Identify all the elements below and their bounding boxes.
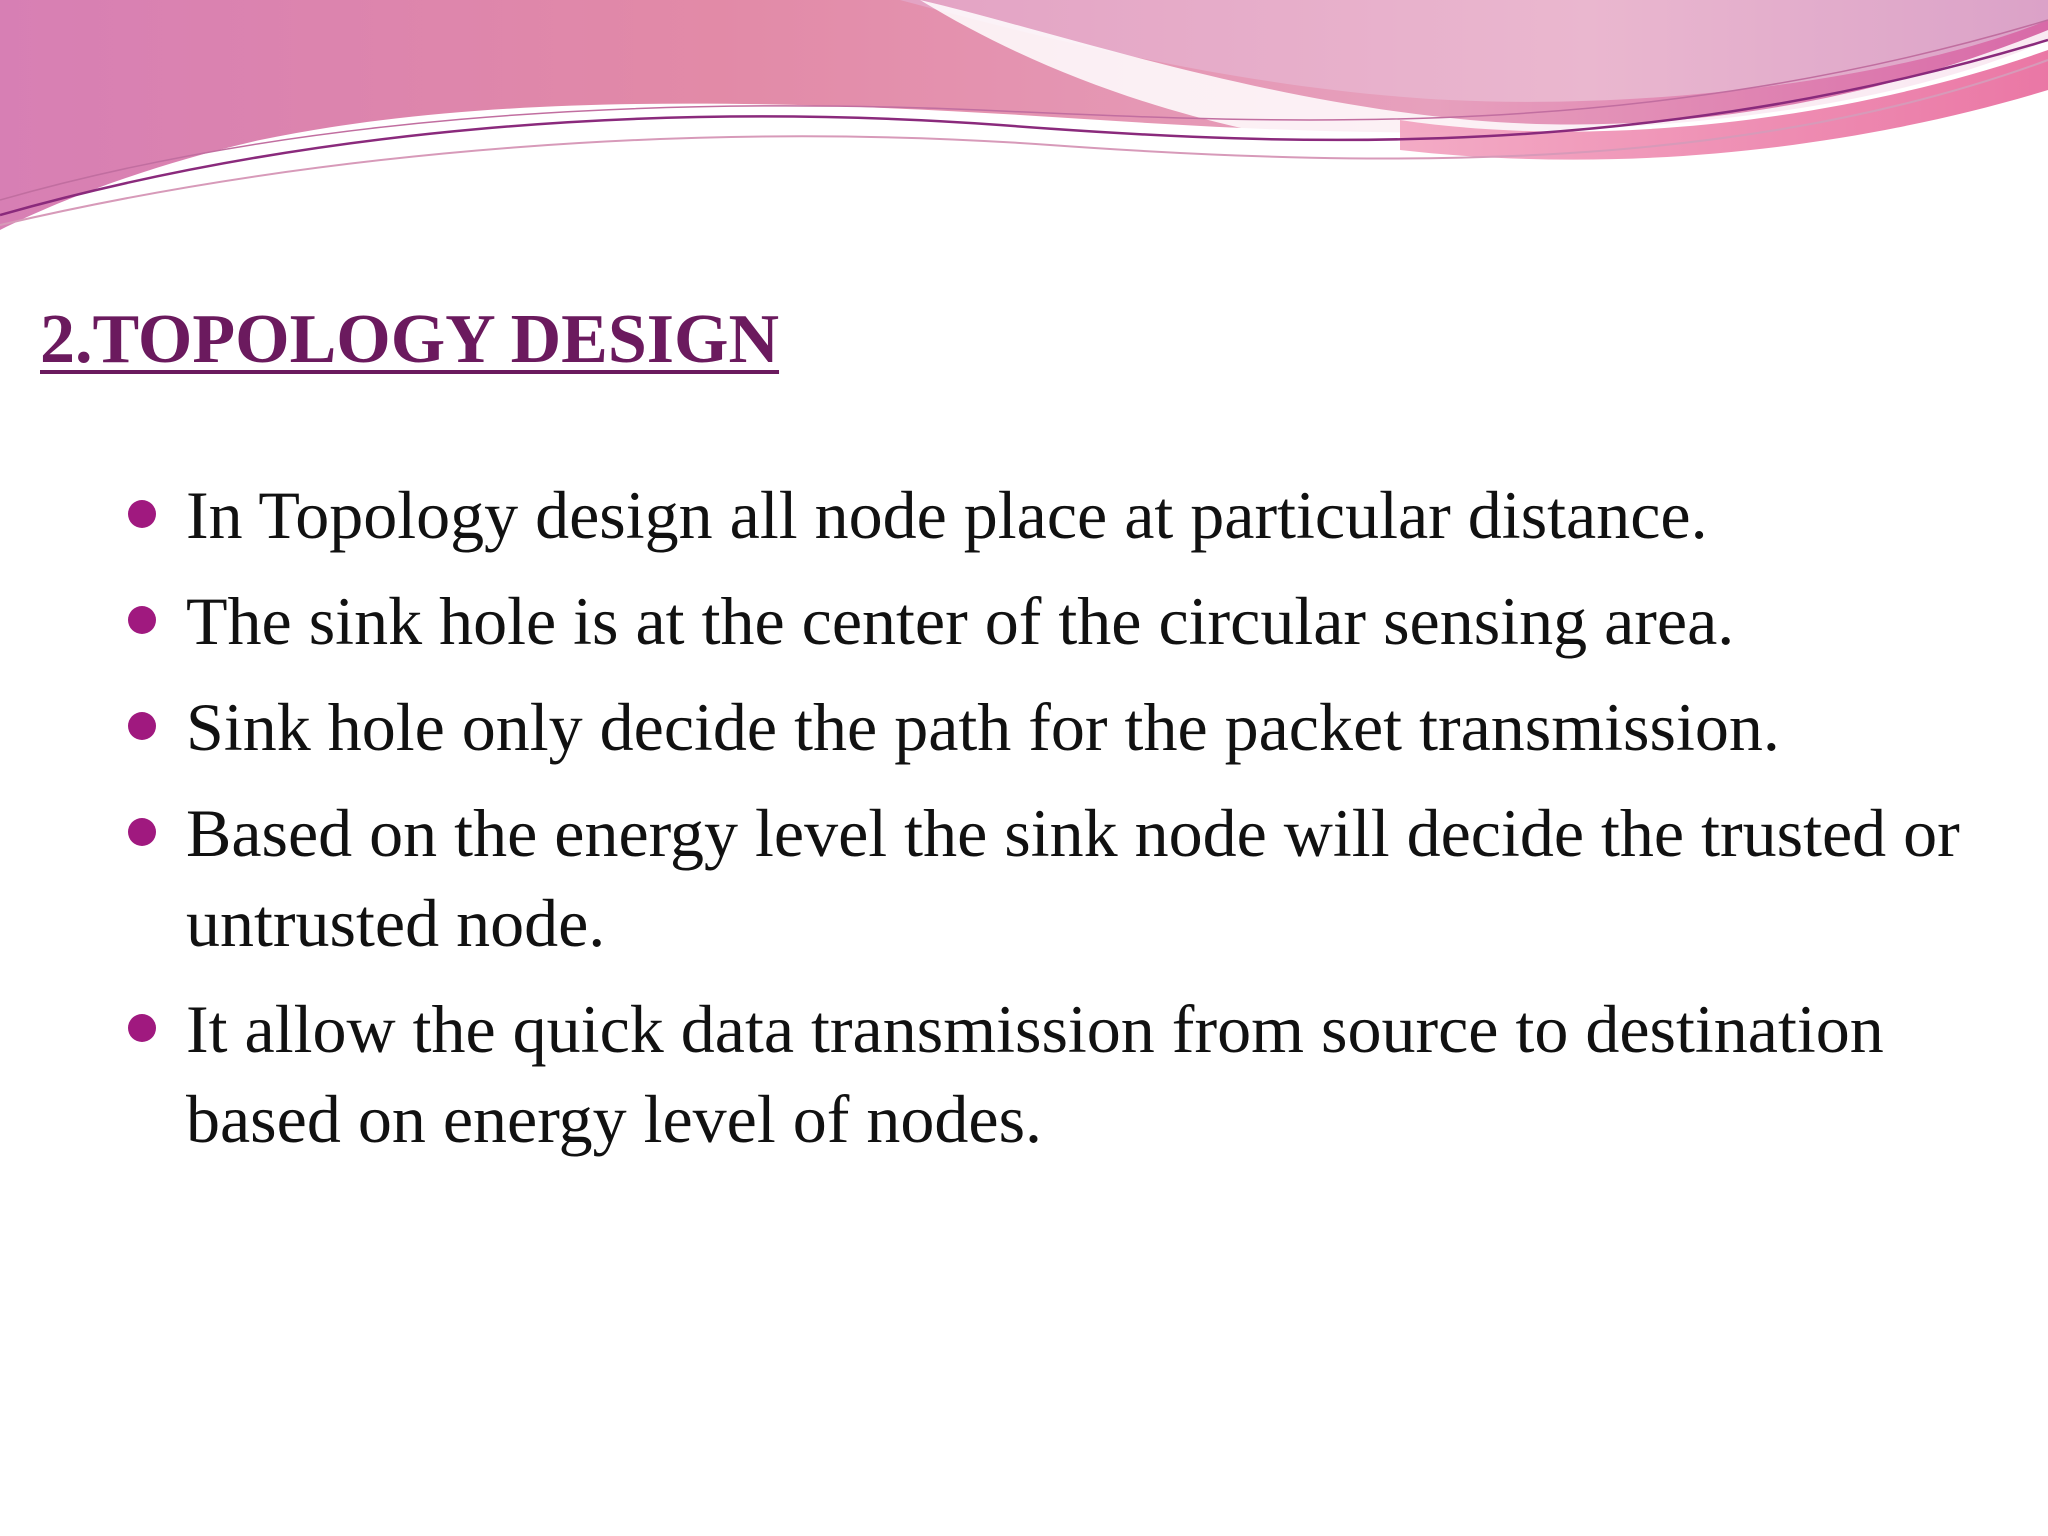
list-item	[128, 788, 1988, 968]
bullet-dot-icon	[128, 606, 156, 634]
bullet-text: In Topology design all node place at particular distance.	[186, 477, 1708, 553]
decorative-wave-header	[0, 0, 2048, 240]
bullet-text: Based on the energy level the sink node will decide the trusted or untrusted node.	[186, 795, 1960, 961]
list-item	[128, 470, 1988, 560]
bullet-dot-icon	[128, 712, 156, 740]
list-item	[128, 984, 1988, 1164]
list-item	[128, 576, 1988, 666]
bullet-list	[128, 470, 1988, 1180]
bullet-dot-icon	[128, 500, 156, 528]
bullet-dot-icon	[128, 1014, 156, 1042]
bullet-text: The sink hole is at the center of the circular sensing area.	[186, 583, 1735, 659]
list-item	[128, 682, 1988, 772]
bullet-text: It allow the quick data transmission from source to destination based on energy level of nodes.	[186, 991, 1884, 1157]
bullet-dot-icon	[128, 818, 156, 846]
bullet-text: Sink hole only decide the path for the packet transmission.	[186, 689, 1780, 765]
slide-title: 2.TOPOLOGY DESIGN	[40, 301, 780, 378]
